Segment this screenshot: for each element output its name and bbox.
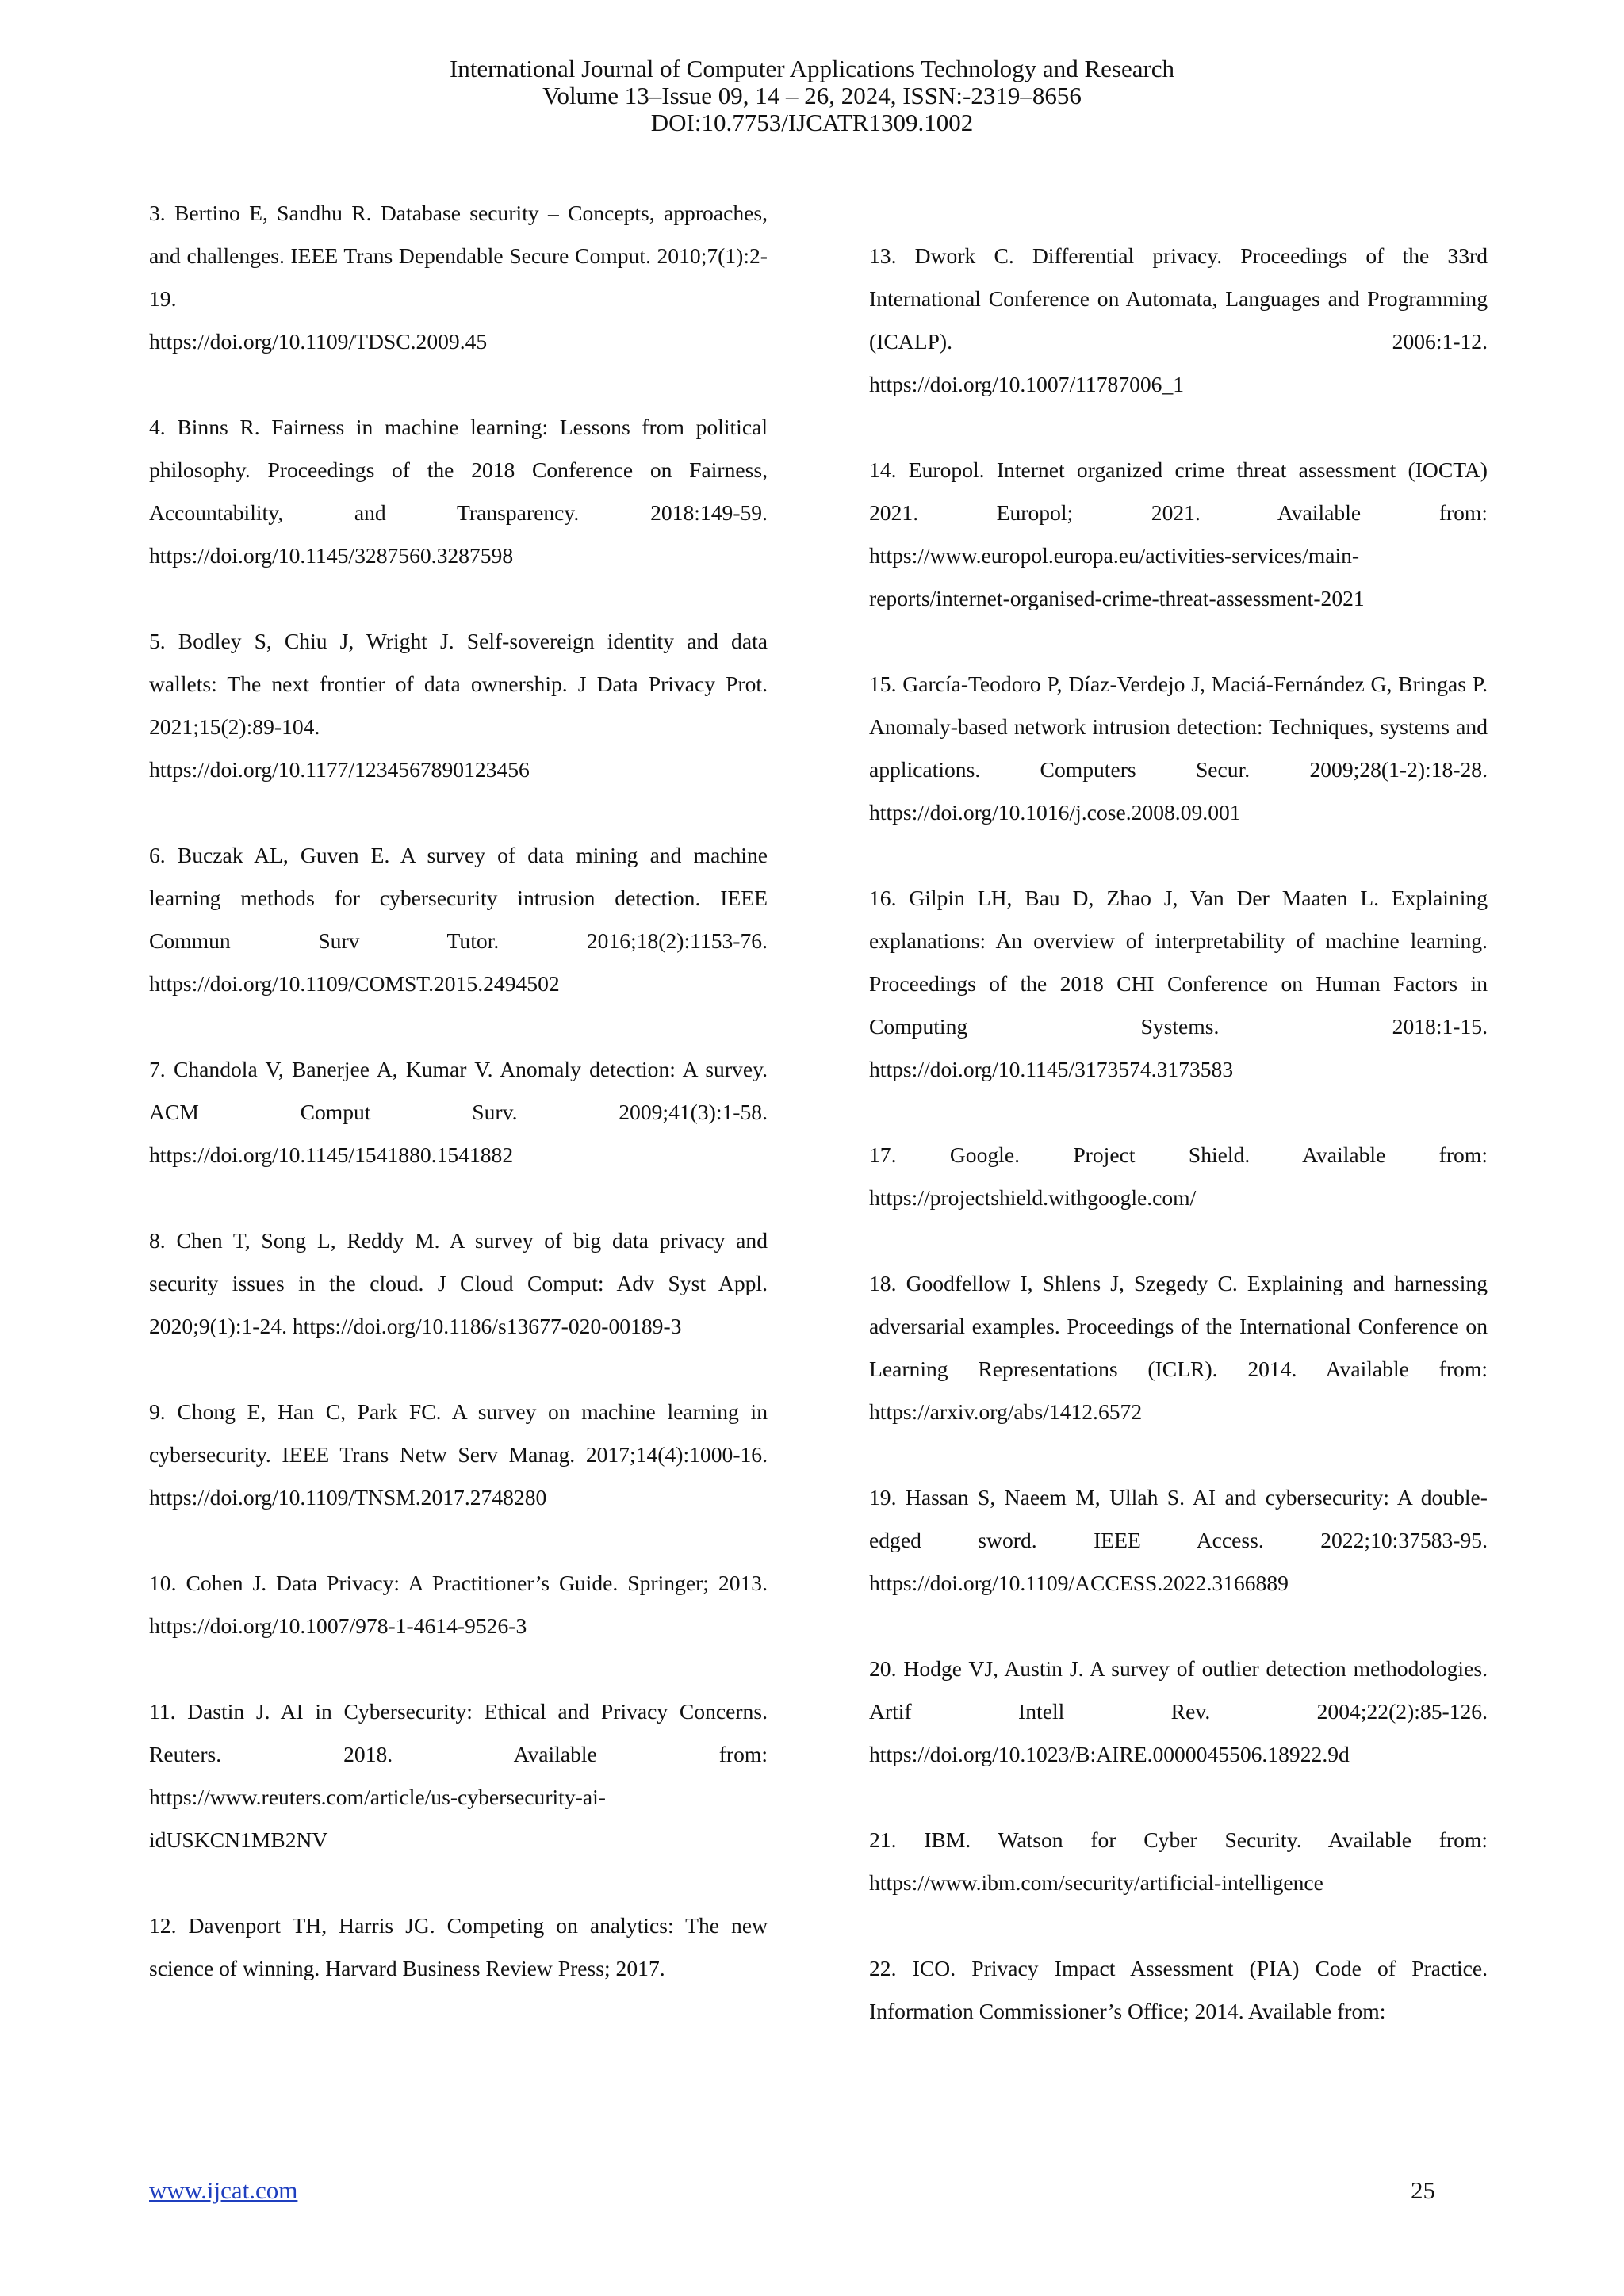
reference-text: 10. Cohen J. Data Privacy: A Practitioner’s Guide. Springer; 2013. https://doi.org/10.1007/978-1-4614-9526-3 — [149, 1571, 768, 1638]
reference-entry — [869, 449, 1488, 620]
reference-text: https://arxiv.org/abs/1412.6572 — [869, 1399, 1143, 1424]
reference-entry — [869, 1476, 1488, 1605]
reference-entry — [869, 663, 1488, 834]
reference-text: 3. Bertino E, Sandhu R. Database security – Concepts, approaches, and challenges. IEEE Trans Dependable Secure Comput. 2010;7(1):2-19. — [149, 201, 768, 311]
reference-entry — [869, 1134, 1488, 1219]
reference-text: https://doi.org/10.1007/11787006_1 — [869, 372, 1185, 396]
reference-text: https://doi.org/10.1023/B:AIRE.0000045506.18922.9d — [869, 1742, 1350, 1766]
reference-entry — [869, 1647, 1488, 1776]
reference-text: https://www.reuters.com/article/us-cybersecurity-ai- — [149, 1785, 606, 1809]
reference-text: 20. Hodge VJ, Austin J. A survey of outlier detection methodologies. Artif Intell Rev. 2004;22(2):85-126. — [869, 1656, 1488, 1724]
reference-entry — [149, 1562, 768, 1647]
reference-text: https://doi.org/10.1016/j.cose.2008.09.001 — [869, 800, 1241, 825]
reference-text: https://doi.org/10.1109/COMST.2015.2494502 — [149, 971, 560, 996]
reference-text: https://doi.org/10.1109/TNSM.2017.2748280 — [149, 1485, 547, 1510]
journal-doi: DOI:10.7753/IJCATR1309.1002 — [650, 109, 974, 136]
reference-entry — [869, 1819, 1488, 1904]
reference-text: https://doi.org/10.1145/3287560.3287598 — [149, 543, 514, 568]
journal-title: International Journal of Computer Applications Technology and Research — [449, 55, 1175, 82]
footer-website-link[interactable]: www.ijcat.com — [149, 2176, 298, 2204]
reference-text: 7. Chandola V, Banerjee A, Kumar V. Anomaly detection: A survey. ACM Comput Surv. 2009;41(3):1-58. — [149, 1057, 768, 1124]
reference-entry — [869, 1262, 1488, 1433]
reference-text: https://www.europol.europa.eu/activities-services/main- — [869, 543, 1360, 568]
reference-text: https://doi.org/10.1109/ACCESS.2022.3166889 — [869, 1571, 1289, 1595]
journal-volume-issue: Volume 13–Issue 09, 14 – 26, 2024, ISSN:-2319–8656 — [542, 82, 1082, 109]
reference-text: https://doi.org/10.1177/1234567890123456 — [149, 757, 530, 782]
references-right-column — [869, 235, 1488, 2076]
reference-entry — [149, 620, 768, 791]
reference-text: https://doi.org/10.1145/1541880.1541882 — [149, 1142, 514, 1167]
reference-text: 8. Chen T, Song L, Reddy M. A survey of big data privacy and security issues in the cloud. J Cloud Comput: Adv Syst Appl. 2020;9(1):1-24. https://doi.org/10.1186/s13677-020-00189-3 — [149, 1228, 768, 1338]
reference-entry — [149, 406, 768, 577]
reference-text: 14. Europol. Internet organized crime threat assessment (IOCTA) 2021. Europol; 2021. Available from: — [869, 457, 1488, 525]
reference-text: https://doi.org/10.1109/TDSC.2009.45 — [149, 329, 488, 354]
reference-entry — [149, 192, 768, 363]
reference-entry — [149, 834, 768, 1005]
reference-text: idUSKCN1MB2NV — [149, 1827, 328, 1852]
reference-entry — [149, 1690, 768, 1862]
reference-text: 6. Buczak AL, Guven E. A survey of data mining and machine learning methods for cybersecurity intrusion detection. IEEE Commun Surv Tutor. 2016;18(2):1153-76. — [149, 843, 768, 953]
reference-text: reports/internet-organised-crime-threat-assessment-2021 — [869, 586, 1365, 610]
reference-text: https://www.ibm.com/security/artificial-intelligence — [869, 1870, 1323, 1895]
reference-entry — [869, 877, 1488, 1091]
reference-entry — [149, 1048, 768, 1177]
reference-entry — [869, 235, 1488, 406]
reference-text: 12. Davenport TH, Harris JG. Competing on analytics: The new science of winning. Harvard Business Review Press; 2017. — [149, 1913, 768, 1980]
reference-text: 21. IBM. Watson for Cyber Security. Available from: — [869, 1827, 1488, 1852]
reference-text: 22. ICO. Privacy Impact Assessment (PIA) Code of Practice. Information Commissioner’s Office; 2014. Available from: — [869, 1956, 1488, 2023]
reference-text: 13. Dwork C. Differential privacy. Proceedings of the 33rd International Conference on Automata, Languages and Programming (ICALP). 2006:1-12. — [869, 243, 1488, 354]
reference-entry — [869, 1947, 1488, 2033]
reference-text: 16. Gilpin LH, Bau D, Zhao J, Van Der Maaten L. Explaining explanations: An overview of interpretability of machine learning. Proceedings of the 2018 CHI Conference on Human Factors in Computing Systems. 2018:1-15. — [869, 886, 1488, 1039]
journal-header — [0, 55, 1624, 136]
reference-text: 5. Bodley S, Chiu J, Wright J. Self-sovereign identity and data wallets: The next frontier of data ownership. J Data Privacy Prot. 2021;15(2):89-104. — [149, 629, 768, 739]
reference-entry — [149, 1904, 768, 1990]
reference-entry — [149, 1391, 768, 1519]
reference-text: 17. Google. Project Shield. Available from: — [869, 1142, 1488, 1167]
reference-text: 19. Hassan S, Naeem M, Ullah S. AI and cybersecurity: A double-edged sword. IEEE Access. 2022;10:37583-95. — [869, 1485, 1488, 1552]
reference-text: 15. García-Teodoro P, Díaz-Verdejo J, Maciá-Fernández G, Bringas P. Anomaly-based network intrusion detection: Techniques, systems and applications. Computers Secur. 2009;28(1-2):18-28. — [869, 672, 1488, 782]
reference-text: https://projectshield.withgoogle.com/ — [869, 1185, 1197, 1210]
reference-entry — [149, 1219, 768, 1348]
reference-text: 11. Dastin J. AI in Cybersecurity: Ethical and Privacy Concerns. Reuters. 2018. Available from: — [149, 1699, 768, 1766]
reference-text: 4. Binns R. Fairness in machine learning: Lessons from political philosophy. Proceedings of the 2018 Conference on Fairness, Accountability, and Transparency. 2018:149-59. — [149, 415, 768, 525]
reference-text: https://doi.org/10.1145/3173574.3173583 — [869, 1057, 1234, 1081]
reference-text: 18. Goodfellow I, Shlens J, Szegedy C. Explaining and harnessing adversarial examples. Proceedings of the International Conference on Learning Representations (ICLR). 2014. Available from: — [869, 1271, 1488, 1381]
page-number: 25 — [1411, 2176, 1435, 2204]
reference-text: 9. Chong E, Han C, Park FC. A survey on machine learning in cybersecurity. IEEE Trans Netw Serv Manag. 2017;14(4):1000-16. — [149, 1399, 768, 1467]
references-left-column — [149, 192, 768, 2033]
